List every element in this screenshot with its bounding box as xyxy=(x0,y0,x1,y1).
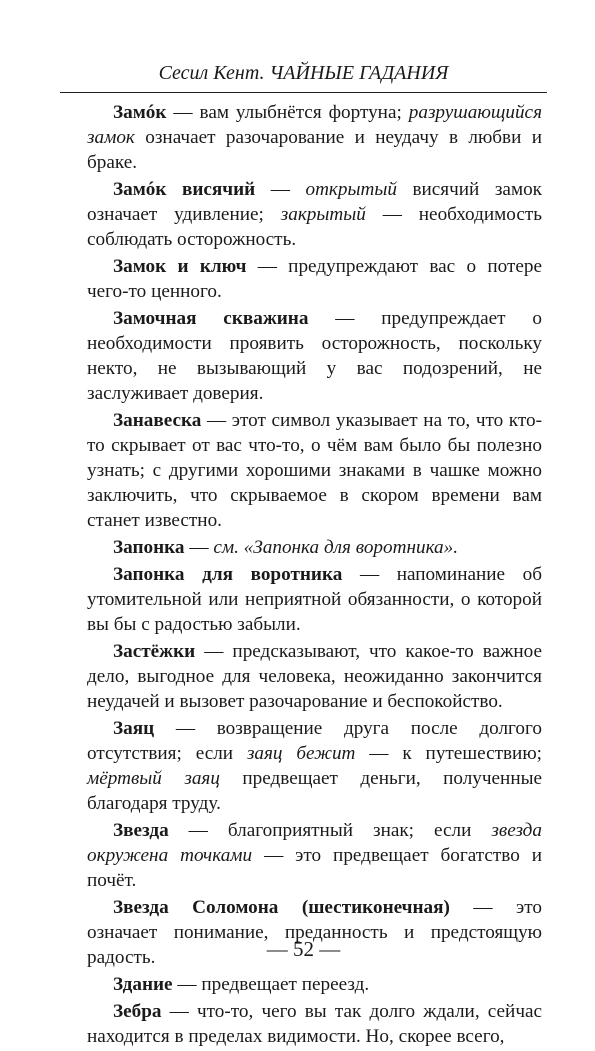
entry-zamochnaya-skvazhina xyxy=(87,306,542,406)
entry-text: — этот символ указывает на то, что кто-то скрывает от вас что-то, о чём вам было бы полезно узнать; с другими хорошими знаками в чашке можно заключить, что скрываемое в скором времени вам станет известно. xyxy=(87,410,542,531)
entry-text: — необходимость соблюдать осторожность. xyxy=(87,204,542,250)
entry-zvezda xyxy=(87,818,542,893)
dictionary-entries xyxy=(87,100,542,1051)
entry-zamok xyxy=(87,100,542,175)
running-header xyxy=(60,62,547,85)
entry-zdanie xyxy=(87,972,542,997)
entry-zastezhki xyxy=(87,639,542,714)
header-title: ЧАЙНЫЕ ГАДАНИЯ xyxy=(269,62,449,84)
entry-term: Звезда xyxy=(113,820,169,841)
entry-term: Здание xyxy=(113,974,173,995)
entry-term: Замóк висячий xyxy=(113,179,256,200)
entry-zayats xyxy=(87,716,542,816)
entry-text: — xyxy=(184,537,214,558)
entry-term: Замóк xyxy=(113,102,167,123)
entry-term: Занавеска xyxy=(113,410,202,431)
entry-term: Запонка для воротника xyxy=(113,564,343,585)
entry-text: — предвещает переезд. xyxy=(172,974,370,995)
entry-term: Застёжки xyxy=(113,641,196,662)
entry-term: Зебра xyxy=(113,1001,162,1022)
entry-text: — предупреждает о необходимости проявить осторожность, поскольку некто, не вызывающий у вас подозрений, не заслуживает доверия. xyxy=(87,308,542,404)
entry-emphasis: мёртвый заяц xyxy=(87,768,220,789)
entry-text: — предупреждают вас о потере чего-то ценного. xyxy=(87,256,542,302)
entry-zaponka-dlya-vorotnika xyxy=(87,562,542,637)
entry-term: Заяц xyxy=(113,718,155,739)
entry-emphasis: см. «Запонка для воротника». xyxy=(213,537,459,558)
entry-text: — предсказывают, что какое-то важное дело, выгодное для человека, неожиданно закончится неудачей и вызовет разочарование и беспокойство. xyxy=(87,641,542,712)
entry-zamok-i-klyuch xyxy=(87,254,542,304)
entry-emphasis: открытый xyxy=(305,179,397,200)
entry-term: Запонка xyxy=(113,537,185,558)
entry-emphasis: закрытый xyxy=(280,204,366,225)
entry-text: — что-то, чего вы так долго ждали, сейчас находится в пределах видимости. Но, скорее всего, xyxy=(87,1001,542,1047)
entry-emphasis: заяц бежит xyxy=(246,743,356,764)
entry-text: предвещает деньги, полученные благодаря труду. xyxy=(87,768,542,814)
entry-text: — к путешествию; xyxy=(355,743,542,764)
entry-text: висячий замок означает удивление; xyxy=(87,179,543,225)
entry-emphasis: звезда окружена точками xyxy=(87,820,542,866)
entry-term: Замок и ключ xyxy=(113,256,247,277)
entry-term: Звезда Соломона (шестиконечная) xyxy=(113,897,450,918)
entry-text: — вам улыбнётся фортуна; xyxy=(166,102,409,123)
entry-emphasis: разрушающийся замок xyxy=(87,102,542,148)
entry-text: — это предвещает богатство и почёт. xyxy=(87,845,542,891)
entry-text: — благоприятный знак; если xyxy=(168,820,492,841)
entry-zaponka xyxy=(87,535,542,560)
entry-zanaveska xyxy=(87,408,542,533)
entry-text: означает разочарование и неудачу в любви и браке. xyxy=(87,127,542,173)
entry-text: — напоминание об утомительной или неприятной обязанности, о которой вы бы с радостью забыли. xyxy=(87,564,542,635)
header-author: Сесил Кент. xyxy=(158,62,265,84)
entry-zebra xyxy=(87,999,542,1049)
header-rule xyxy=(60,92,547,93)
entry-zamok-visyachiy xyxy=(87,177,542,252)
page-number: — 52 — xyxy=(266,937,341,961)
entry-text: — xyxy=(255,179,306,200)
entry-term: Замочная скважина xyxy=(113,308,309,329)
entry-text: — возвращение друга после долгого отсутствия; если xyxy=(87,718,542,764)
entry-text: — это означает понимание, преданность и предстоящую радость. xyxy=(87,897,542,968)
